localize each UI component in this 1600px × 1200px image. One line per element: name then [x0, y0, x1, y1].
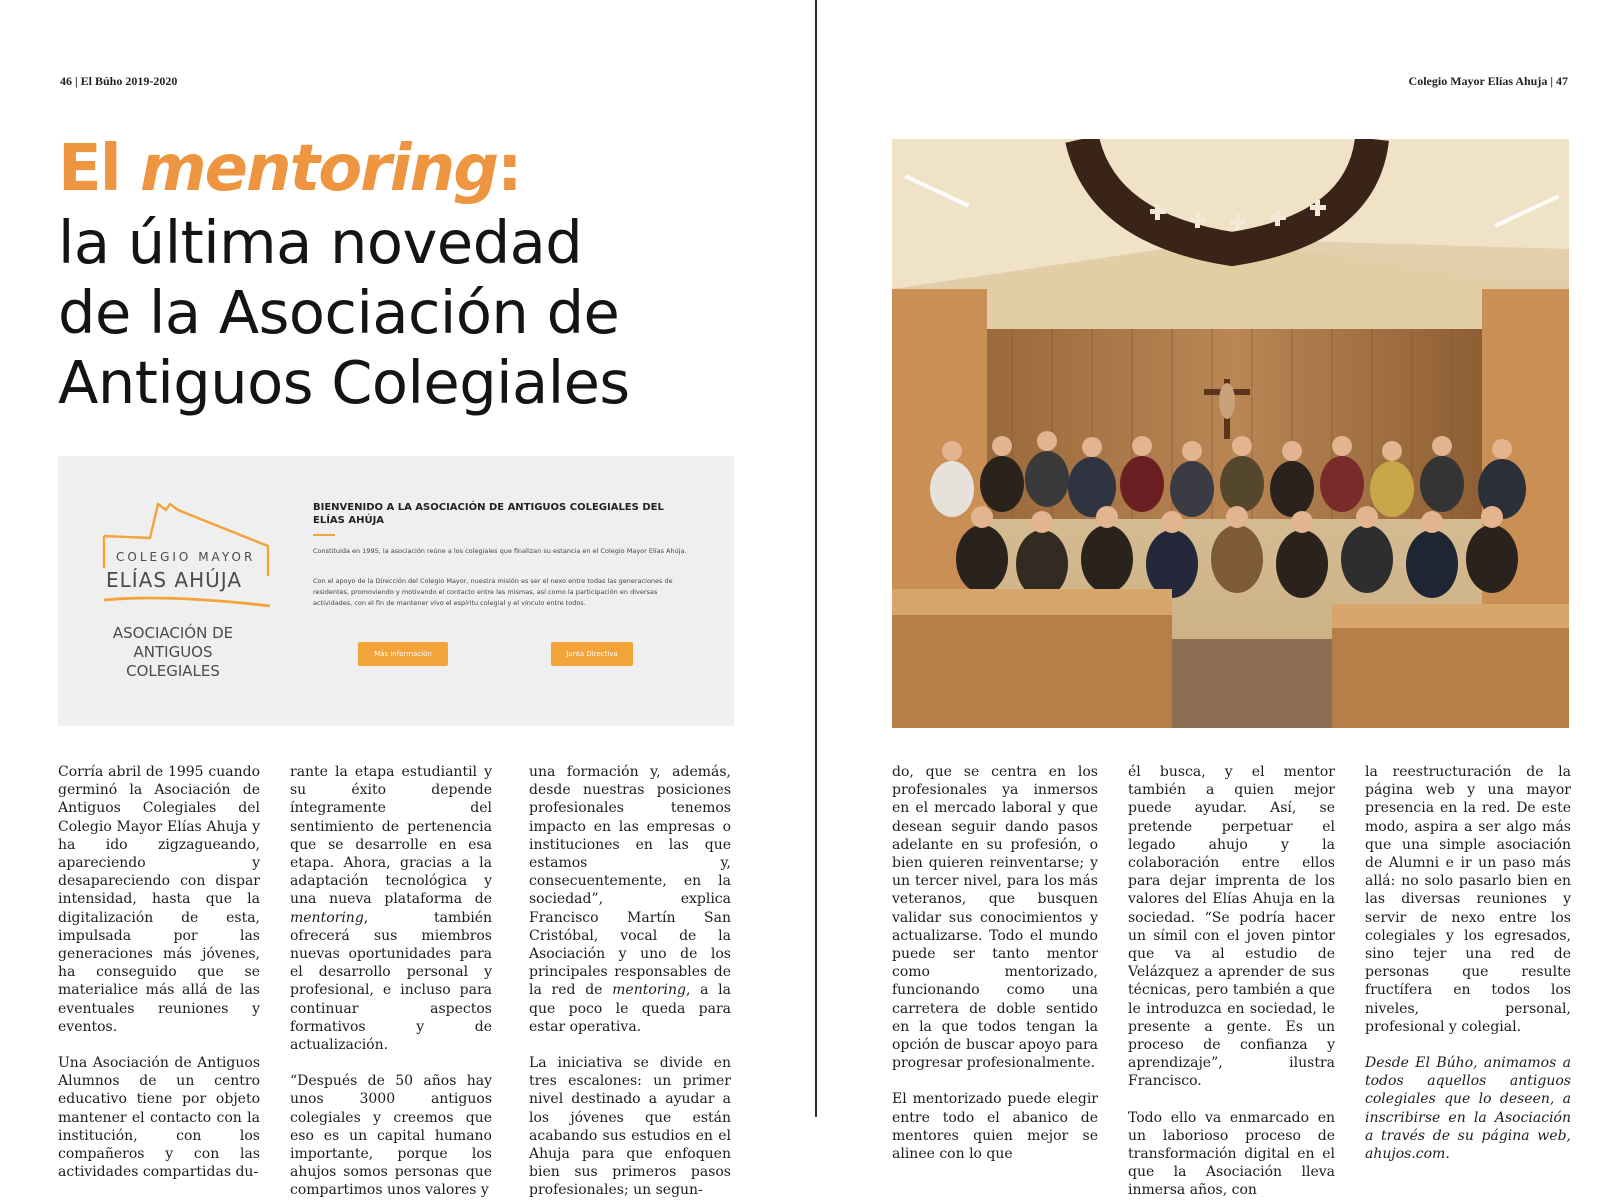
group-photo — [892, 139, 1569, 728]
text-column-2 — [290, 763, 492, 1200]
text-run: , a la que poco le queda para estar operativa. — [529, 982, 731, 1035]
text-column-5 — [1128, 763, 1335, 1200]
folio-left: 46 | El Búho 2019-2020 — [60, 74, 178, 88]
headline-kicker — [58, 130, 798, 208]
paragraph: Todo ello va enmarcado en un laborioso proceso de transformación digital en el que la Asociación lleva inmersa años, con — [1128, 1109, 1335, 1199]
logo-line-1: COLEGIO MAYOR — [116, 550, 256, 564]
paragraph — [529, 763, 731, 1036]
magazine-title: El Búho 2019-2020 — [80, 74, 178, 88]
kicker-colon: : — [497, 132, 521, 206]
paragraph: Corría abril de 1995 cuando germinó la Asociación de Antiguos Colegiales del Colegio Mayor Elías Ahuja y ha ido zigzagueando, apareciendo y desapareciendo con dispar intensidad, hasta que la digitalización de esta, impulsada por las generaciones más jóvenes, ha conseguido que se materialice más allá de las eventuales reuniones y eventos. — [58, 764, 260, 1035]
paragraph: El mentorizado puede elegir entre todo el abanico de mentores quien mejor se alinee con lo que — [892, 1091, 1098, 1163]
text-run: rante la etapa estudiantil y su éxito depende íntegramente del sentimiento de pertenencia que se desarrolle en esa etapa. Ahora, gracias a la adaptación tecnológica y una nueva plataforma de — [290, 764, 492, 908]
website-mission: Con el apoyo de la Dirección del Colegio Mayor, nuestra misión es ser el nexo entre todas las generaciones de residentes, promoviendo y motivando el contacto entre las mismas, así como la participación en diversas actividades, con el fin de mantener vivo el espíritu colegial y el vínculo entre todos. — [313, 577, 673, 607]
heading-underline — [313, 534, 335, 536]
logo-subtitle: ASOCIACIÓN DE ANTIGUOS COLEGIALES — [112, 624, 234, 680]
website-screenshot — [58, 456, 734, 726]
closing-note: Desde El Búho, animamos a todos aquellos antiguos colegiales que lo deseen, a inscribirse en la Asociación a través de su página web, ahujos.com. — [1365, 1055, 1571, 1163]
more-info-button[interactable]: Más información — [358, 642, 448, 666]
page-spine — [815, 0, 817, 1117]
folio-right: Colegio Mayor Elías Ahuja | 47 — [1408, 74, 1568, 88]
paragraph: “Después de 50 años hay unos 3000 antiguos colegiales y creemos que eso es un capital humano importante, porque los ahujos somos personas que compartimos unos valores y — [290, 1073, 492, 1199]
section-title: Colegio Mayor Elías Ahuja — [1408, 74, 1548, 88]
page-number-right: 47 — [1556, 74, 1568, 88]
paragraph: do, que se centra en los profesionales ya inmersos en el mercado laboral y que desean seguir dando pasos adelante en su profesión, o bien quieren reinventarse; y un tercer nivel, para los más veteranos, que busquen validar sus conocimientos y actualizarse. Todo el mundo puede ser tanto mentor como mentorizado, funcionando como una carretera de doble sentido en la que todos tengan la opción de buscar apoyo para progresar profesionalmente. — [892, 764, 1098, 1072]
text-column-4 — [892, 763, 1098, 1163]
title-line: de la Asociación de — [58, 278, 620, 347]
website-intro: Constituida en 1995, la asociación reúne a los colegiales que finalizan su estancia en el Colegio Mayor Elías Ahúja. — [313, 547, 687, 555]
article-headline — [58, 130, 798, 418]
paragraph: La iniciativa se divide en tres escalones: un primer nivel destinado a ayudar a los jóvenes que están acabando sus estudios en el Ahuja para que enfoquen bien sus primeros pasos profesionales; un segun- — [529, 1055, 731, 1199]
text-column-1 — [58, 763, 260, 1181]
kicker-italic: mentoring — [139, 132, 498, 206]
paragraph: Una Asociación de Antiguos Alumnos de un centro educativo tiene por objeto mantener el contacto con la institución, con los compañeros y con las actividades compartidas du- — [58, 1055, 260, 1181]
text-column-6 — [1365, 763, 1571, 1163]
paragraph: la reestructuración de la página web y una mayor presencia en la red. De este modo, aspira a ser algo más que una simple asociación de Alumni e ir un paso más allá: no solo pasarlo bien en las diversas reuniones y servir de nexo entre los colegiales y los egresados, sino tejer una red de personas que resulte fructífera en todos los niveles, personal, profesional y colegial. — [1365, 764, 1571, 1035]
text-column-3 — [529, 763, 731, 1200]
website-heading: BIENVENIDO A LA ASOCIACIÓN DE ANTIGUOS COLEGIALES DEL ELÍAS AHÚJA — [313, 502, 664, 526]
kicker-text: El — [58, 132, 140, 206]
title-line: Antiguos Colegiales — [58, 348, 630, 417]
page-number-left: 46 — [60, 74, 72, 88]
paragraph: él busca, y el mentor también a quien mejor puede ayudar. Así, se pretende perpetuar el legado ahujo y la colaboración entre ellos para dejar imprenta de los valores del Elías Ahuja en la sociedad. “Se podría hacer un símil con el joven pintor que va al estudio de Velázquez a aprender de sus técnicas, pero también a que le introduzca en sociedad, le presente a gente. Es un proceso de confianza y aprendizaje”, ilustra Francisco. — [1128, 764, 1335, 1090]
text-italic: mentoring — [290, 909, 364, 926]
title-line: la última novedad — [58, 208, 583, 277]
association-logo — [98, 498, 283, 688]
text-run: , también ofrecerá sus miembros nuevas oportunidades para el desarrollo personal y profesional, e incluso para continuar aspectos formativos y de actualización. — [290, 909, 492, 1054]
text-italic: mentoring — [612, 982, 686, 999]
chapel-group-photo — [892, 139, 1569, 728]
paragraph — [290, 763, 492, 1054]
text-run: una formación y, además, desde nuestras posiciones profesionales tenemos impacto en las empresas o instituciones en las que estamos y, consecuentemente, en la sociedad”, explica Francisco Martín San Cristóbal, vocal de la Asociación y uno de los principales responsables de la red de — [529, 764, 731, 999]
logo-line-2: ELÍAS AHÚJA — [106, 568, 242, 592]
board-button[interactable]: Junta Directiva — [551, 642, 633, 666]
headline-title — [58, 208, 798, 418]
